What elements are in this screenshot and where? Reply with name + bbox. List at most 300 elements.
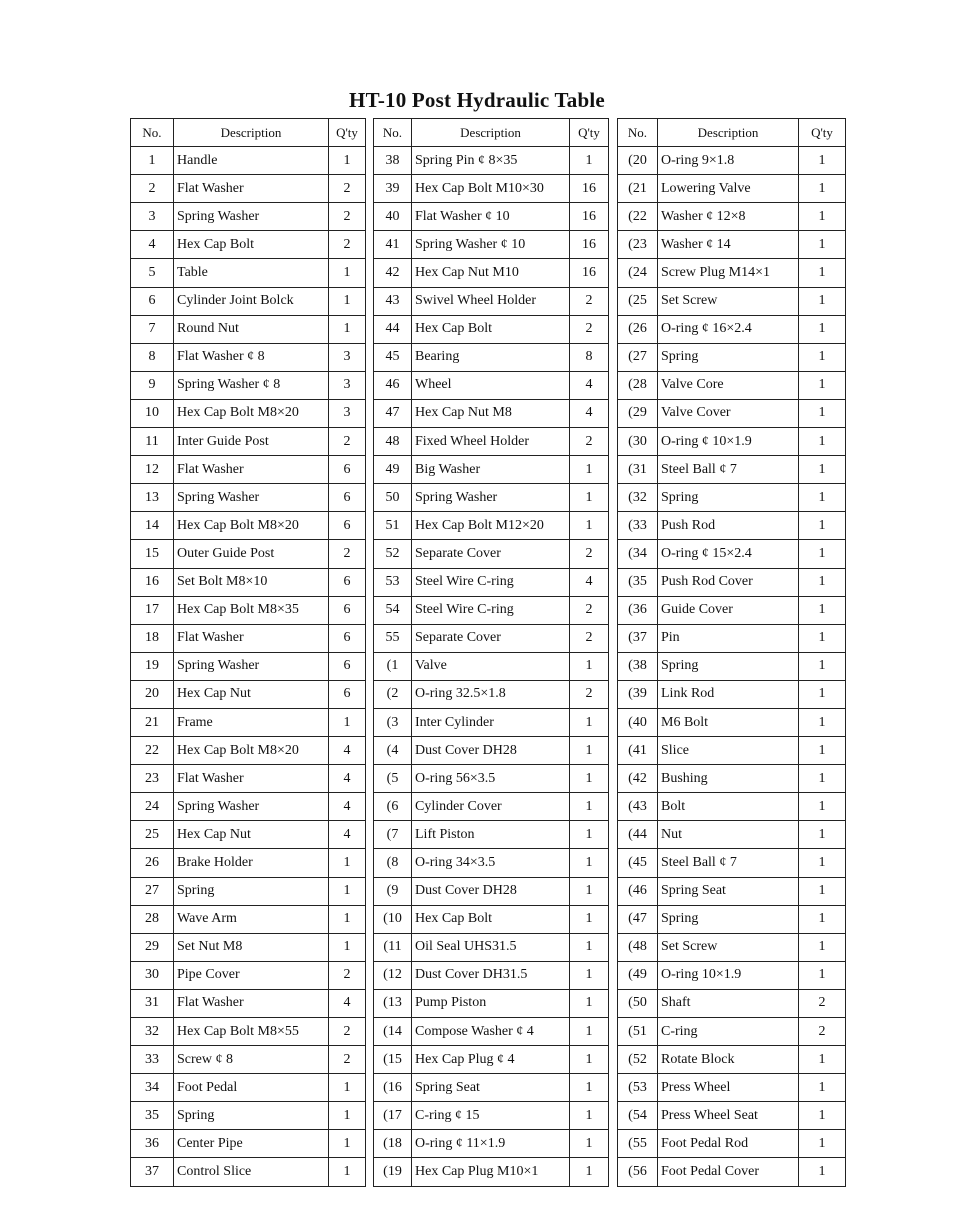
- part-quantity: 1: [799, 1074, 846, 1102]
- header-row: [131, 119, 366, 147]
- part-quantity: 1: [799, 540, 846, 568]
- table-row: [131, 1018, 366, 1046]
- part-number: 4: [131, 231, 174, 259]
- table-row: [131, 540, 366, 568]
- part-number: (20: [618, 147, 658, 175]
- part-number: (37: [618, 624, 658, 652]
- part-quantity: 4: [570, 399, 609, 427]
- part-number: 42: [374, 259, 412, 287]
- part-quantity: 1: [799, 315, 846, 343]
- part-number: (23: [618, 231, 658, 259]
- table-row: [374, 1102, 609, 1130]
- part-quantity: 1: [329, 287, 366, 315]
- part-number: 28: [131, 905, 174, 933]
- part-number: 33: [131, 1046, 174, 1074]
- part-quantity: 3: [329, 399, 366, 427]
- part-description: O-ring 32.5×1.8: [412, 680, 570, 708]
- part-description: Hex Cap Bolt M8×20: [174, 512, 329, 540]
- part-number: (47: [618, 905, 658, 933]
- part-number: (29: [618, 399, 658, 427]
- header-qty: Q'ty: [329, 119, 366, 147]
- part-number: 6: [131, 287, 174, 315]
- part-number: (25: [618, 287, 658, 315]
- part-description: Swivel Wheel Holder: [412, 287, 570, 315]
- part-description: Spring Washer: [174, 793, 329, 821]
- part-description: Cylinder Joint Bolck: [174, 287, 329, 315]
- part-number: 17: [131, 596, 174, 624]
- part-quantity: 1: [329, 905, 366, 933]
- part-number: (18: [374, 1130, 412, 1158]
- part-description: Frame: [174, 708, 329, 736]
- part-quantity: 1: [570, 1046, 609, 1074]
- part-quantity: 1: [799, 259, 846, 287]
- part-quantity: 1: [570, 989, 609, 1017]
- header-row: [374, 119, 609, 147]
- part-number: (56: [618, 1158, 658, 1186]
- part-description: Pipe Cover: [174, 961, 329, 989]
- table-row: [374, 849, 609, 877]
- part-number: (30: [618, 428, 658, 456]
- part-description: Hex Cap Bolt: [412, 315, 570, 343]
- part-number: (19: [374, 1158, 412, 1186]
- table-row: [374, 821, 609, 849]
- part-description: Spring Washer: [174, 652, 329, 680]
- part-description: Center Pipe: [174, 1130, 329, 1158]
- part-quantity: 1: [799, 961, 846, 989]
- part-description: Flat Washer: [174, 175, 329, 203]
- part-number: (17: [374, 1102, 412, 1130]
- part-description: Screw ¢ 8: [174, 1046, 329, 1074]
- part-description: Dust Cover DH28: [412, 737, 570, 765]
- part-quantity: 16: [570, 231, 609, 259]
- table-row: [131, 849, 366, 877]
- part-quantity: 1: [799, 652, 846, 680]
- part-quantity: 1: [570, 933, 609, 961]
- part-description: Set Bolt M8×10: [174, 568, 329, 596]
- part-description: Flat Washer: [174, 989, 329, 1017]
- part-description: Hex Cap Bolt M8×20: [174, 399, 329, 427]
- table-row: [618, 961, 846, 989]
- part-number: 9: [131, 371, 174, 399]
- table-row: [374, 231, 609, 259]
- table-row: [618, 371, 846, 399]
- table-row: [374, 961, 609, 989]
- part-number: (5: [374, 765, 412, 793]
- part-quantity: 1: [570, 905, 609, 933]
- part-quantity: 1: [799, 287, 846, 315]
- part-number: 35: [131, 1102, 174, 1130]
- part-number: (44: [618, 821, 658, 849]
- part-quantity: 4: [329, 765, 366, 793]
- table-row: [618, 540, 846, 568]
- part-number: 12: [131, 456, 174, 484]
- table-row: [131, 315, 366, 343]
- part-quantity: 1: [799, 512, 846, 540]
- table-row: [618, 708, 846, 736]
- part-description: O-ring ¢ 10×1.9: [658, 428, 799, 456]
- part-quantity: 1: [799, 399, 846, 427]
- part-description: Valve: [412, 652, 570, 680]
- table-row: [374, 624, 609, 652]
- table-row: [374, 1018, 609, 1046]
- part-number: (41: [618, 737, 658, 765]
- table-row: [131, 961, 366, 989]
- part-description: Pump Piston: [412, 989, 570, 1017]
- part-number: 53: [374, 568, 412, 596]
- part-quantity: 1: [329, 1130, 366, 1158]
- part-description: O-ring 56×3.5: [412, 765, 570, 793]
- part-number: (52: [618, 1046, 658, 1074]
- part-description: Round Nut: [174, 315, 329, 343]
- table-row: [374, 877, 609, 905]
- header-no: No.: [618, 119, 658, 147]
- part-quantity: 1: [329, 933, 366, 961]
- table-row: [131, 1046, 366, 1074]
- part-description: Lowering Valve: [658, 175, 799, 203]
- part-description: Foot Pedal Rod: [658, 1130, 799, 1158]
- part-number: 16: [131, 568, 174, 596]
- table-row: [618, 737, 846, 765]
- table-row: [131, 933, 366, 961]
- header-no: No.: [131, 119, 174, 147]
- table-row: [131, 596, 366, 624]
- part-description: M6 Bolt: [658, 708, 799, 736]
- part-number: (55: [618, 1130, 658, 1158]
- part-description: Spring Washer: [174, 203, 329, 231]
- part-description: O-ring 34×3.5: [412, 849, 570, 877]
- part-description: Wave Arm: [174, 905, 329, 933]
- part-quantity: 1: [799, 456, 846, 484]
- part-number: 54: [374, 596, 412, 624]
- part-description: Dust Cover DH28: [412, 877, 570, 905]
- table-row: [131, 652, 366, 680]
- part-quantity: 2: [570, 315, 609, 343]
- part-number: 1: [131, 147, 174, 175]
- part-description: Bolt: [658, 793, 799, 821]
- table-row: [131, 821, 366, 849]
- part-quantity: 6: [329, 512, 366, 540]
- table-row: [374, 933, 609, 961]
- part-quantity: 2: [570, 540, 609, 568]
- part-description: Flat Washer: [174, 765, 329, 793]
- part-number: 26: [131, 849, 174, 877]
- part-description: Washer ¢ 12×8: [658, 203, 799, 231]
- table-row: [374, 596, 609, 624]
- part-quantity: 2: [329, 231, 366, 259]
- table-row: [618, 793, 846, 821]
- part-description: Spring Seat: [658, 877, 799, 905]
- part-quantity: 1: [799, 343, 846, 371]
- table-row: [374, 287, 609, 315]
- parts-table-1: [130, 118, 366, 1187]
- part-number: (24: [618, 259, 658, 287]
- part-number: 7: [131, 315, 174, 343]
- part-number: 11: [131, 428, 174, 456]
- table-row: [374, 1130, 609, 1158]
- part-number: (8: [374, 849, 412, 877]
- part-quantity: 1: [799, 231, 846, 259]
- part-quantity: 1: [570, 484, 609, 512]
- table-row: [374, 680, 609, 708]
- part-description: Hex Cap Bolt M8×20: [174, 737, 329, 765]
- part-quantity: 1: [799, 1046, 846, 1074]
- part-number: (33: [618, 512, 658, 540]
- part-description: Steel Wire C-ring: [412, 568, 570, 596]
- header-description: Description: [174, 119, 329, 147]
- part-quantity: 6: [329, 680, 366, 708]
- part-number: (10: [374, 905, 412, 933]
- part-description: Steel Ball ¢ 7: [658, 849, 799, 877]
- part-description: Set Nut M8: [174, 933, 329, 961]
- part-description: C-ring: [658, 1018, 799, 1046]
- part-quantity: 1: [570, 652, 609, 680]
- part-quantity: 1: [799, 484, 846, 512]
- part-quantity: 16: [570, 203, 609, 231]
- header-qty: Q'ty: [570, 119, 609, 147]
- part-quantity: 1: [799, 877, 846, 905]
- table-row: [374, 793, 609, 821]
- part-number: 13: [131, 484, 174, 512]
- part-number: (26: [618, 315, 658, 343]
- part-quantity: 2: [570, 287, 609, 315]
- part-description: O-ring 10×1.9: [658, 961, 799, 989]
- part-number: (43: [618, 793, 658, 821]
- part-quantity: 4: [570, 568, 609, 596]
- part-description: Hex Cap Plug M10×1: [412, 1158, 570, 1186]
- part-description: Flat Washer ¢ 10: [412, 203, 570, 231]
- part-number: 49: [374, 456, 412, 484]
- part-number: 44: [374, 315, 412, 343]
- part-number: (14: [374, 1018, 412, 1046]
- part-number: (16: [374, 1074, 412, 1102]
- table-row: [618, 680, 846, 708]
- part-description: Set Screw: [658, 287, 799, 315]
- part-number: 50: [374, 484, 412, 512]
- part-quantity: 6: [329, 624, 366, 652]
- part-quantity: 1: [570, 512, 609, 540]
- part-number: 39: [374, 175, 412, 203]
- part-quantity: 1: [799, 624, 846, 652]
- part-quantity: 2: [329, 175, 366, 203]
- part-quantity: 1: [799, 1130, 846, 1158]
- part-quantity: 6: [329, 652, 366, 680]
- part-number: (36: [618, 596, 658, 624]
- table-row: [618, 933, 846, 961]
- part-description: Push Rod Cover: [658, 568, 799, 596]
- table-row: [618, 568, 846, 596]
- part-description: Wheel: [412, 371, 570, 399]
- table-row: [131, 287, 366, 315]
- table-row: [374, 512, 609, 540]
- part-quantity: 2: [329, 961, 366, 989]
- part-quantity: 1: [570, 147, 609, 175]
- part-number: (48: [618, 933, 658, 961]
- part-number: (22: [618, 203, 658, 231]
- part-description: Valve Cover: [658, 399, 799, 427]
- part-description: Foot Pedal Cover: [658, 1158, 799, 1186]
- table-row: [374, 737, 609, 765]
- header-row: [618, 119, 846, 147]
- part-quantity: 1: [570, 849, 609, 877]
- part-number: (9: [374, 877, 412, 905]
- part-description: Slice: [658, 737, 799, 765]
- table-row: [131, 765, 366, 793]
- part-description: Spring: [658, 652, 799, 680]
- table-row: [618, 259, 846, 287]
- part-number: (35: [618, 568, 658, 596]
- table-row: [131, 568, 366, 596]
- table-row: [131, 905, 366, 933]
- part-quantity: 1: [570, 821, 609, 849]
- part-number: 55: [374, 624, 412, 652]
- part-description: O-ring ¢ 15×2.4: [658, 540, 799, 568]
- part-quantity: 1: [329, 315, 366, 343]
- part-quantity: 2: [329, 1046, 366, 1074]
- part-description: Link Rod: [658, 680, 799, 708]
- part-description: Hex Cap Nut M8: [412, 399, 570, 427]
- part-number: 27: [131, 877, 174, 905]
- part-number: 8: [131, 343, 174, 371]
- part-description: Hex Cap Bolt M8×55: [174, 1018, 329, 1046]
- part-number: (27: [618, 343, 658, 371]
- part-description: Bearing: [412, 343, 570, 371]
- part-number: 37: [131, 1158, 174, 1186]
- part-description: C-ring ¢ 15: [412, 1102, 570, 1130]
- part-number: (7: [374, 821, 412, 849]
- table-row: [131, 680, 366, 708]
- part-number: 29: [131, 933, 174, 961]
- part-number: 2: [131, 175, 174, 203]
- part-quantity: 1: [570, 456, 609, 484]
- table-row: [618, 596, 846, 624]
- table-row: [618, 231, 846, 259]
- table-row: [618, 512, 846, 540]
- part-quantity: 1: [329, 849, 366, 877]
- table-row: [374, 708, 609, 736]
- part-description: Shaft: [658, 989, 799, 1017]
- part-number: 32: [131, 1018, 174, 1046]
- table-row: [131, 399, 366, 427]
- part-quantity: 1: [799, 568, 846, 596]
- part-number: (13: [374, 989, 412, 1017]
- part-description: Set Screw: [658, 933, 799, 961]
- table-row: [618, 343, 846, 371]
- part-quantity: 1: [799, 821, 846, 849]
- table-row: [374, 147, 609, 175]
- part-number: 52: [374, 540, 412, 568]
- part-quantity: 2: [570, 428, 609, 456]
- table-row: [374, 484, 609, 512]
- page-title: HT-10 Post Hydraulic Table: [349, 88, 605, 112]
- part-number: 19: [131, 652, 174, 680]
- table-row: [374, 456, 609, 484]
- parts-table-2: [373, 118, 609, 1187]
- part-quantity: 1: [329, 1158, 366, 1186]
- table-row: [131, 456, 366, 484]
- part-description: Hex Cap Bolt M10×30: [412, 175, 570, 203]
- part-description: O-ring ¢ 11×1.9: [412, 1130, 570, 1158]
- part-number: (2: [374, 680, 412, 708]
- part-number: (46: [618, 877, 658, 905]
- part-description: Spring Washer: [412, 484, 570, 512]
- table-row: [374, 1074, 609, 1102]
- part-quantity: 2: [570, 680, 609, 708]
- part-quantity: 1: [799, 849, 846, 877]
- part-quantity: 1: [799, 1158, 846, 1186]
- part-quantity: 1: [799, 428, 846, 456]
- part-description: Flat Washer ¢ 8: [174, 343, 329, 371]
- part-description: Steel Wire C-ring: [412, 596, 570, 624]
- part-number: 43: [374, 287, 412, 315]
- table-row: [374, 175, 609, 203]
- part-number: (45: [618, 849, 658, 877]
- part-number: (34: [618, 540, 658, 568]
- part-number: 22: [131, 737, 174, 765]
- part-quantity: 6: [329, 456, 366, 484]
- part-number: 45: [374, 343, 412, 371]
- part-number: 51: [374, 512, 412, 540]
- header-description: Description: [412, 119, 570, 147]
- part-description: Fixed Wheel Holder: [412, 428, 570, 456]
- part-quantity: 1: [799, 175, 846, 203]
- table-row: [618, 456, 846, 484]
- part-number: 21: [131, 708, 174, 736]
- part-description: Spring Washer ¢ 8: [174, 371, 329, 399]
- part-description: Hex Cap Bolt: [412, 905, 570, 933]
- part-number: 20: [131, 680, 174, 708]
- table-row: [131, 484, 366, 512]
- table-row: [618, 203, 846, 231]
- part-number: (4: [374, 737, 412, 765]
- table-row: [618, 652, 846, 680]
- part-description: Spring Pin ¢ 8×35: [412, 147, 570, 175]
- part-description: Steel Ball ¢ 7: [658, 456, 799, 484]
- part-quantity: 1: [329, 147, 366, 175]
- part-description: Hex Cap Bolt M8×35: [174, 596, 329, 624]
- table-row: [374, 259, 609, 287]
- part-number: 46: [374, 371, 412, 399]
- table-row: [618, 877, 846, 905]
- part-quantity: 4: [329, 737, 366, 765]
- table-row: [131, 371, 366, 399]
- part-quantity: 1: [799, 905, 846, 933]
- part-quantity: 2: [570, 624, 609, 652]
- table-row: [618, 905, 846, 933]
- part-description: Table: [174, 259, 329, 287]
- part-quantity: 6: [329, 596, 366, 624]
- part-quantity: 4: [570, 371, 609, 399]
- table-row: [131, 147, 366, 175]
- part-description: Washer ¢ 14: [658, 231, 799, 259]
- part-description: Spring Seat: [412, 1074, 570, 1102]
- part-quantity: 1: [799, 680, 846, 708]
- part-description: Spring Washer ¢ 10: [412, 231, 570, 259]
- part-description: Control Slice: [174, 1158, 329, 1186]
- part-number: (11: [374, 933, 412, 961]
- part-description: Inter Guide Post: [174, 428, 329, 456]
- part-number: (42: [618, 765, 658, 793]
- part-quantity: 3: [329, 371, 366, 399]
- part-quantity: 2: [570, 596, 609, 624]
- table-row: [131, 737, 366, 765]
- part-quantity: 1: [570, 765, 609, 793]
- table-row: [374, 203, 609, 231]
- part-description: Cylinder Cover: [412, 793, 570, 821]
- part-quantity: 1: [570, 1018, 609, 1046]
- header-no: No.: [374, 119, 412, 147]
- part-description: Dust Cover DH31.5: [412, 961, 570, 989]
- part-description: Hex Cap Plug ¢ 4: [412, 1046, 570, 1074]
